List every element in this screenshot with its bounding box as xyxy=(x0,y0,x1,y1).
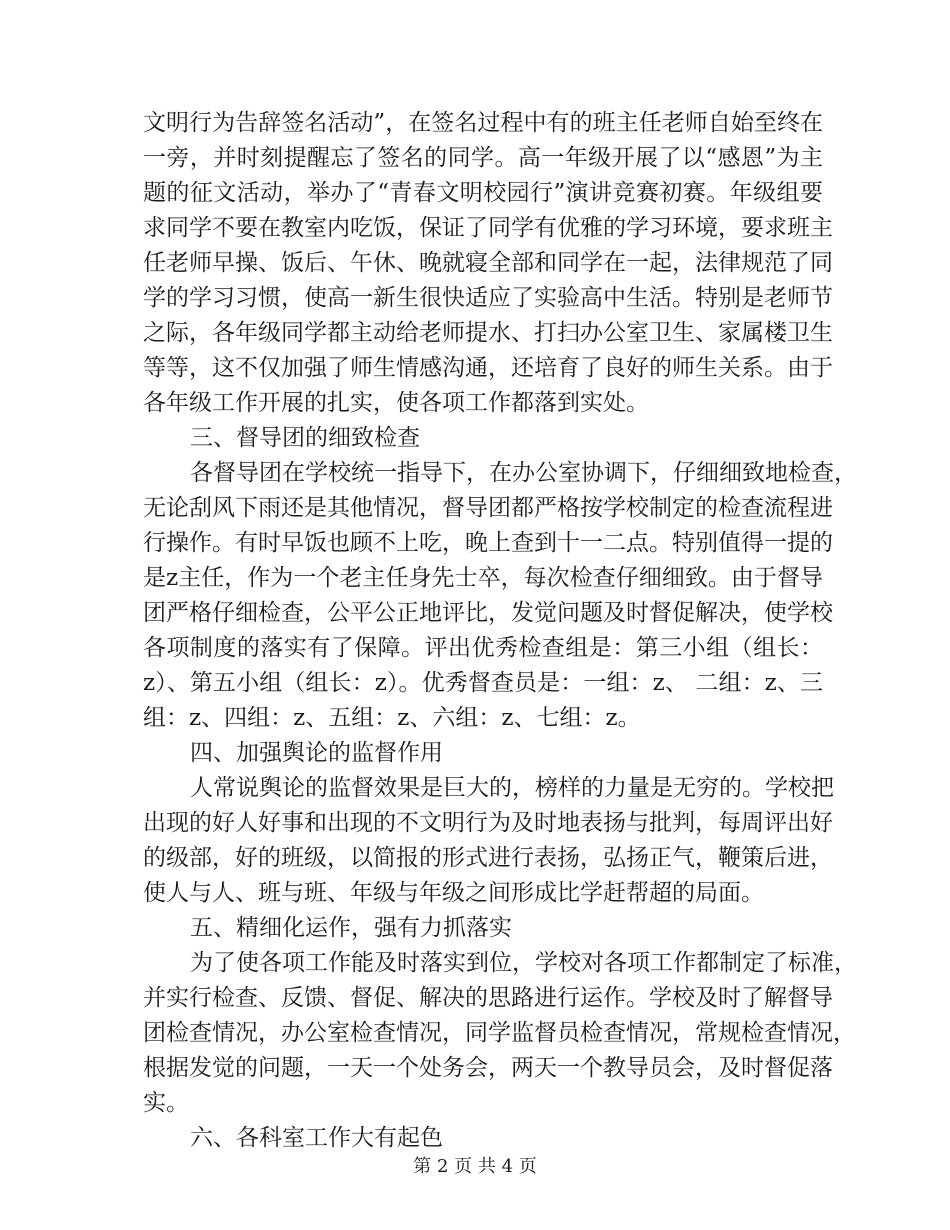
section-heading-4: 四、加强舆论的监督作用 xyxy=(190,740,443,766)
text-line: 各项制度的落实有了保障。评出优秀检查组是：第三小组（组长： xyxy=(143,635,823,661)
text-line: 是z主任，作为一个老主任身先士卒，每次检查仔细细致。由于督导 xyxy=(143,565,823,591)
text-line: 等等，这不仅加强了师生情感沟通，还培育了良好的师生关系。由于 xyxy=(143,355,833,381)
text-line: 出现的好人好事和出现的不文明行为及时地表扬与批判，每周评出好 xyxy=(143,810,833,836)
text-line: 求同学不要在教室内吃饭，保证了同学有优雅的学习环境，要求班主 xyxy=(143,215,833,241)
text-line: 团严格仔细检查，公平公正地评比，发觉问题及时督促解决，使学校 xyxy=(143,600,833,626)
text-line: 的级部，好的班级，以简报的形式进行表扬，弘扬正气，鞭策后进， xyxy=(143,845,833,871)
section-heading-6: 六、各科室工作大有起色 xyxy=(190,1125,443,1151)
text-line: 之际，各年级同学都主动给老师提水、打扫办公室卫生、家属楼卫生 xyxy=(143,320,833,346)
text-line: 根据发觉的问题，一天一个处务会，两天一个教导员会，及时督促落 xyxy=(143,1055,833,1081)
text-line: 学的学习习惯，使高一新生很快适应了实验高中生活。特别是老师节 xyxy=(143,285,833,311)
text-line: 为了使各项工作能及时落实到位，学校对各项工作都制定了标准， xyxy=(190,950,857,976)
text-line: 实。 xyxy=(143,1090,189,1116)
text-line: 并实行检查、反馈、督促、解决的思路进行运作。学校及时了解督导 xyxy=(143,985,833,1011)
text-line: 无论刮风下雨还是其他情况，督导团都严格按学校制定的检查流程进 xyxy=(143,495,833,521)
text-line: 题的征文活动，举办了“青春文明校园行”演讲竞赛初赛。年级组要 xyxy=(143,180,823,206)
text-line: 使人与人、班与班、年级与年级之间形成比学赶帮超的局面。 xyxy=(143,880,764,906)
text-line: 一旁，并时刻提醒忘了签名的同学。高一年级开展了以“感恩”为主 xyxy=(143,145,823,171)
text-line: 各督导团在学校统一指导下，在办公室协调下，仔细细致地检查， xyxy=(190,460,857,486)
text-line: 文明行为告辞签名活动”，在签名过程中有的班主任老师自始至终在 xyxy=(143,110,823,136)
section-heading-5: 五、精细化运作，强有力抓落实 xyxy=(190,915,512,941)
text-line: z）、第五小组（组长：z）。优秀督查员是：一组：z、 二组：z、三 xyxy=(143,670,823,696)
text-line: 任老师早操、饭后、午休、晚就寝全部和同学在一起，法律规范了同 xyxy=(143,250,833,276)
text-line: 人常说舆论的监督效果是巨大的，榜样的力量是无穷的。学校把 xyxy=(190,775,834,801)
text-line: 行操作。有时早饭也顾不上吃，晚上查到十一二点。特别值得一提的 xyxy=(143,530,833,556)
page-number-footer: 第 2 页 共 4 页 xyxy=(413,1156,537,1177)
text-line: 团检查情况，办公室检查情况，同学监督员检查情况，常规检查情况， xyxy=(143,1020,856,1046)
text-line: 组：z、四组：z、五组：z、六组：z、七组：z。 xyxy=(143,705,641,731)
section-heading-3: 三、督导团的细致检查 xyxy=(190,425,420,451)
text-line: 各年级工作开展的扎实，使各项工作都落到实处。 xyxy=(143,390,649,416)
